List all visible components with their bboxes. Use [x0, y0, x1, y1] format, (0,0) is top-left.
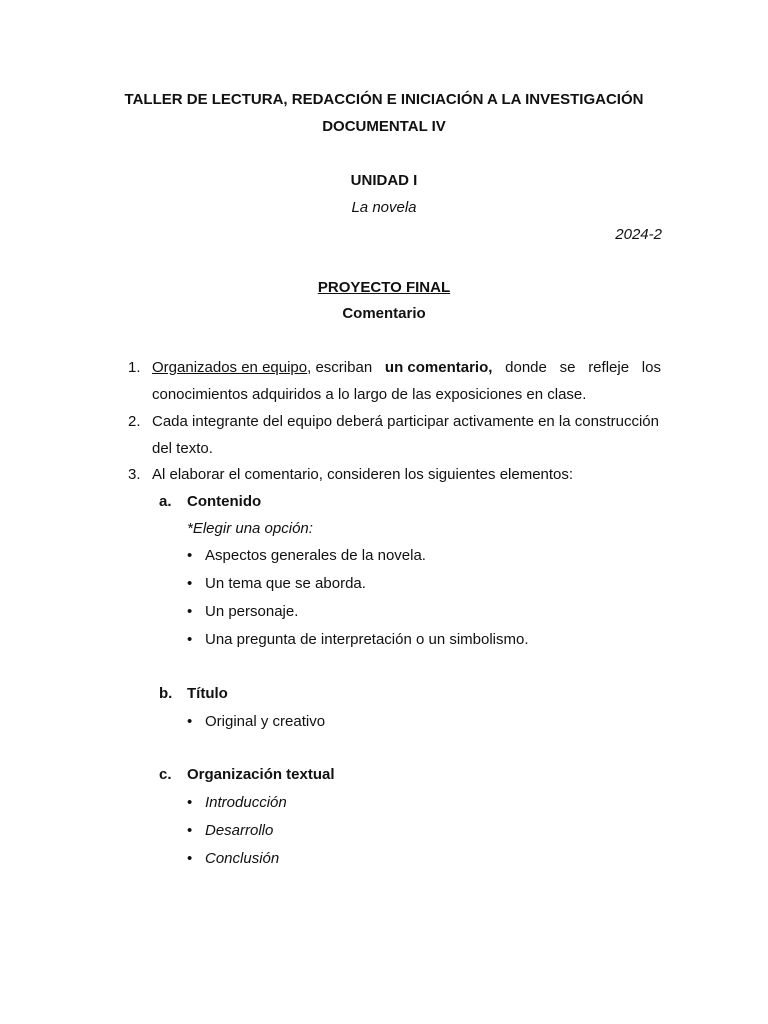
bullet-icon: • — [187, 603, 193, 620]
bullet-icon: • — [187, 850, 193, 867]
item-1-word: donde — [505, 359, 547, 376]
section-c-heading: Organización textual — [187, 766, 335, 783]
list-item: Un personaje. — [205, 603, 299, 620]
document-title-line-2: DOCUMENTAL IV — [322, 118, 446, 135]
item-1-intro — [152, 358, 372, 378]
bullet-icon: • — [187, 575, 193, 592]
item-number: 1. — [128, 359, 141, 376]
item-1-underlined-text: Organizados en equipo — [152, 359, 308, 376]
section-a-note: *Elegir una opción: — [187, 520, 313, 537]
section-a-heading: Contenido — [187, 493, 262, 510]
list-item: Original y creativo — [205, 713, 326, 730]
item-1-word: refleje — [588, 359, 630, 376]
item-2-line-1: Cada integrante del equipo deberá participar activamente en la construcción — [152, 413, 659, 430]
bullet-icon: • — [187, 547, 193, 564]
item-1-word: los — [641, 359, 661, 376]
section-letter: b. — [159, 685, 173, 702]
section-letter: a. — [159, 493, 172, 510]
section-letter: c. — [159, 766, 172, 783]
item-1-line-1 — [152, 358, 661, 378]
list-item: Una pregunta de interpretación o un simbolismo. — [205, 631, 529, 648]
unit-heading: UNIDAD I — [350, 172, 418, 189]
bullet-icon: • — [187, 822, 193, 839]
list-item: Un tema que se aborda. — [205, 575, 366, 592]
unit-subtitle: La novela — [351, 199, 417, 216]
item-3-line-1: Al elaborar el comentario, consideren los siguientes elementos: — [152, 466, 574, 483]
item-1-word: se — [559, 359, 576, 376]
project-subtitle: Comentario — [342, 305, 426, 322]
item-number: 2. — [128, 413, 141, 430]
document-title-line-1: TALLER DE LECTURA, REDACCIÓN E INICIACIÓN A LA INVESTIGACIÓN — [124, 91, 644, 108]
list-item: Conclusión — [205, 850, 280, 867]
list-item: Desarrollo — [205, 822, 274, 839]
list-item: Introducción — [205, 794, 287, 811]
bullet-icon: • — [187, 713, 193, 730]
list-item: Aspectos generales de la novela. — [205, 547, 426, 564]
item-number: 3. — [128, 466, 141, 483]
period-label: 2024-2 — [615, 226, 662, 243]
item-1-text: , escriban — [307, 359, 373, 376]
item-1-bold-text: un comentario, — [384, 359, 493, 376]
bullet-icon: • — [187, 794, 193, 811]
section-b-heading: Título — [187, 685, 228, 702]
bullet-icon: • — [187, 631, 193, 648]
project-title: PROYECTO FINAL — [317, 279, 451, 296]
item-1-line-2: conocimientos adquiridos a lo largo de las exposiciones en clase. — [152, 386, 587, 403]
item-2-line-2: del texto. — [152, 440, 213, 457]
